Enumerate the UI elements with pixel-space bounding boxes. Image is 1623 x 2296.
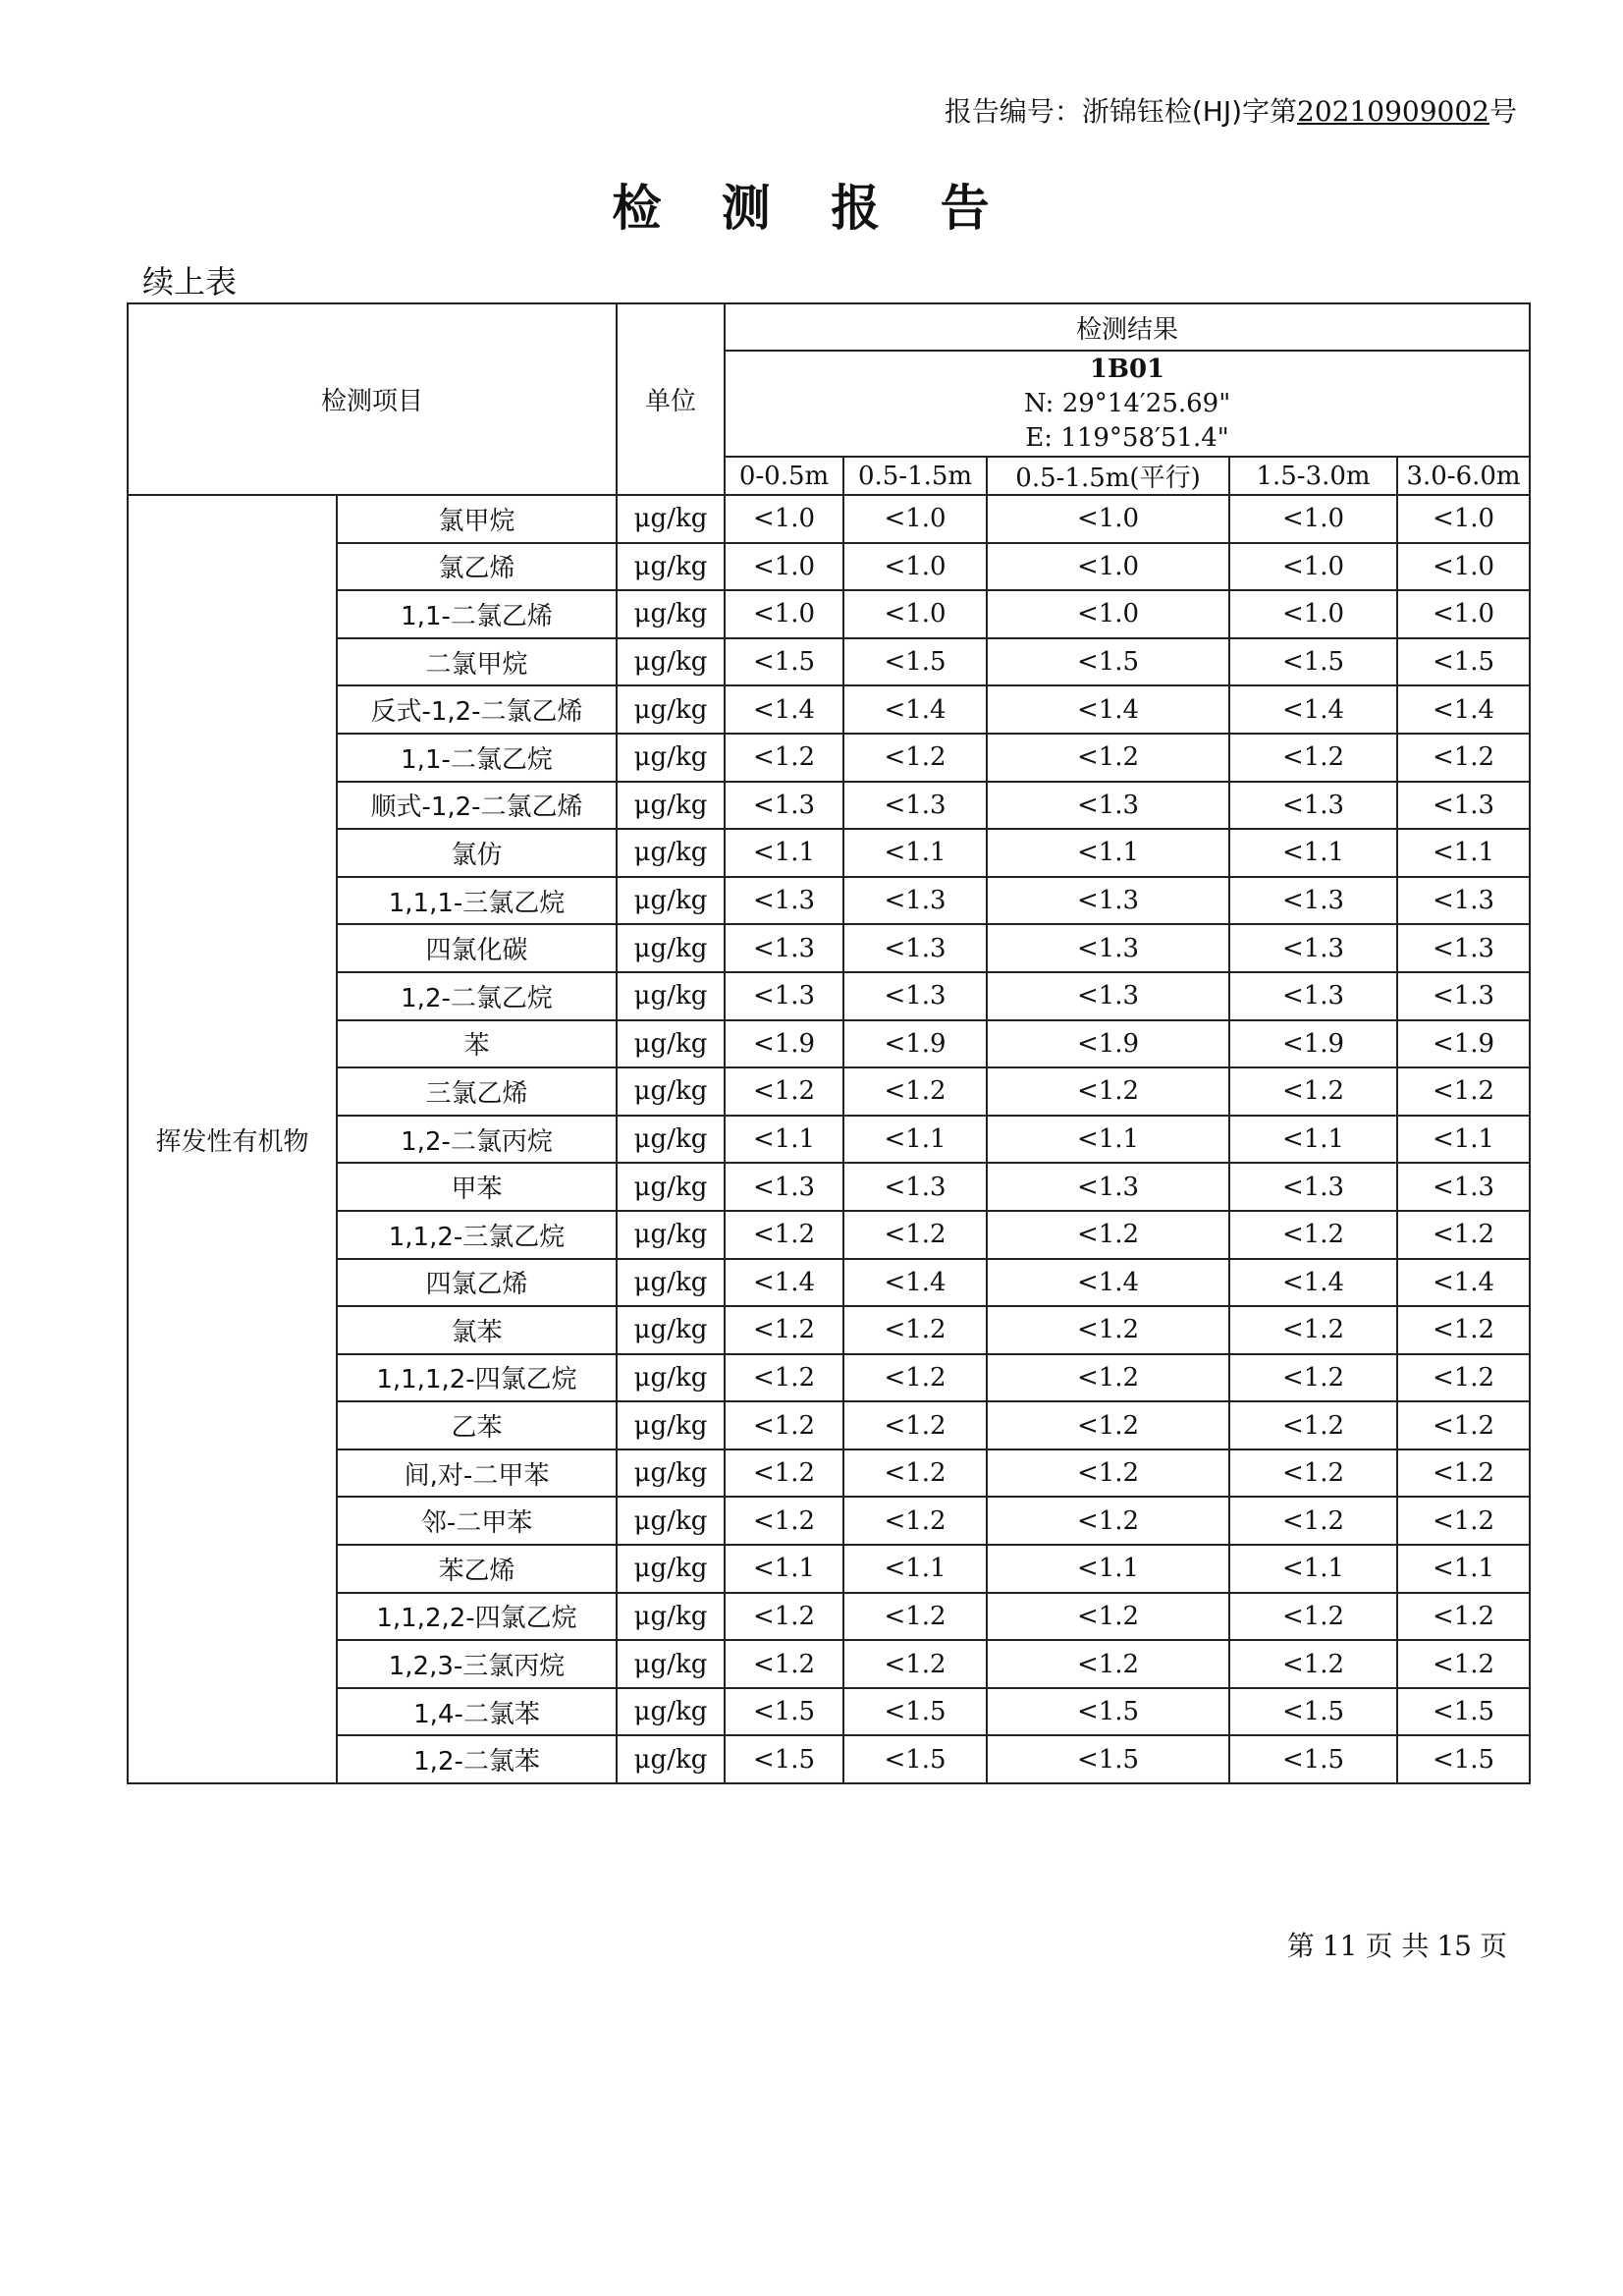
result-value: <1.2 [725,734,843,782]
result-value: <1.2 [1229,1497,1397,1545]
item-name: 四氯化碳 [337,924,617,972]
table-row [128,495,1530,543]
result-value: <1.3 [1397,1163,1530,1211]
continued-label: 续上表 [142,263,238,301]
result-value: <1.3 [725,1163,843,1211]
result-value: <1.1 [987,1116,1229,1164]
result-value: <1.2 [987,1306,1229,1354]
item-name: 1,1,2,2-四氯乙烷 [337,1593,617,1641]
item-name: 顺式-1,2-二氯乙烯 [337,782,617,830]
result-value: <1.0 [843,543,987,591]
result-value: <1.1 [843,829,987,877]
result-value: <1.2 [725,1354,843,1402]
result-value: <1.5 [1229,1688,1397,1736]
result-value: <1.3 [843,877,987,925]
item-unit: μg/kg [617,1401,725,1449]
result-value: <1.2 [987,1497,1229,1545]
report-number-value: 20210909002 [1297,95,1489,128]
item-unit: μg/kg [617,1497,725,1545]
item-unit: μg/kg [617,1116,725,1164]
page-total: 15 [1436,1930,1472,1962]
item-unit: μg/kg [617,685,725,734]
result-value: <1.3 [1229,782,1397,830]
table-row [128,782,1530,830]
item-name: 1,1,2-三氯乙烷 [337,1211,617,1259]
result-value: <1.5 [1397,1735,1530,1783]
result-value: <1.2 [1397,734,1530,782]
result-value: <1.0 [1229,495,1397,543]
result-value: <1.3 [1229,924,1397,972]
result-value: <1.9 [1229,1020,1397,1068]
result-value: <1.2 [843,1306,987,1354]
item-name: 氯乙烯 [337,543,617,591]
results-table [127,302,1531,1784]
table-row [128,829,1530,877]
result-value: <1.2 [725,1497,843,1545]
result-value: <1.4 [1229,685,1397,734]
table-row [128,590,1530,638]
page-suffix: 页 [1479,1930,1507,1962]
result-value: <1.2 [1397,1449,1530,1498]
item-unit: μg/kg [617,1259,725,1307]
result-value: <1.4 [1397,685,1530,734]
item-unit: μg/kg [617,1211,725,1259]
site-latitude: N: 29°14′25.69" [1023,388,1231,418]
table-row [128,1020,1530,1068]
result-value: <1.1 [725,1116,843,1164]
item-name: 苯乙烯 [337,1545,617,1593]
table-row [128,1116,1530,1164]
result-value: <1.5 [1229,1735,1397,1783]
result-value: <1.0 [1229,590,1397,638]
category-cell: 挥发性有机物 [128,495,337,1783]
result-value: <1.3 [1397,782,1530,830]
result-value: <1.2 [725,1401,843,1449]
item-unit: μg/kg [617,1354,725,1402]
result-value: <1.2 [843,1401,987,1449]
result-value: <1.1 [843,1545,987,1593]
table-row [128,1306,1530,1354]
result-value: <1.5 [725,1735,843,1783]
item-name: 1,2-二氯苯 [337,1735,617,1783]
item-name: 乙苯 [337,1401,617,1449]
site-longitude: E: 119°58′51.4" [1025,422,1229,453]
result-value: <1.2 [1397,1401,1530,1449]
header-site [725,351,1530,457]
result-value: <1.2 [1229,1449,1397,1498]
result-value: <1.2 [843,1354,987,1402]
page-number [1283,1925,1511,1964]
item-unit: μg/kg [617,972,725,1020]
result-value: <1.0 [725,495,843,543]
result-value: <1.3 [725,924,843,972]
result-value: <1.0 [1229,543,1397,591]
table-row [128,1640,1530,1688]
result-value: <1.3 [843,972,987,1020]
result-value: <1.3 [1397,924,1530,972]
result-value: <1.0 [843,590,987,638]
result-value: <1.5 [987,1688,1229,1736]
result-value: <1.1 [843,1116,987,1164]
result-value: <1.2 [987,1449,1229,1498]
result-value: <1.3 [987,782,1229,830]
result-value: <1.3 [1397,877,1530,925]
result-value: <1.2 [843,734,987,782]
result-value: <1.3 [843,1163,987,1211]
page-current: 11 [1322,1930,1358,1962]
result-value: <1.9 [987,1020,1229,1068]
item-name: 四氯乙烯 [337,1259,617,1307]
result-value: <1.0 [1397,495,1530,543]
result-value: <1.0 [1397,590,1530,638]
result-value: <1.9 [1397,1020,1530,1068]
page-prefix: 第 [1286,1930,1315,1962]
result-value: <1.2 [843,1497,987,1545]
table-row [128,1497,1530,1545]
result-value: <1.4 [725,1259,843,1307]
item-unit: μg/kg [617,495,725,543]
result-value: <1.1 [1397,1116,1530,1164]
result-value: <1.2 [1229,1067,1397,1116]
result-value: <1.2 [1229,734,1397,782]
result-value: <1.9 [843,1020,987,1068]
result-value: <1.2 [987,1211,1229,1259]
result-value: <1.3 [1229,1163,1397,1211]
result-value: <1.0 [987,543,1229,591]
result-value: <1.5 [1229,638,1397,686]
item-name: 间,对-二甲苯 [337,1449,617,1498]
result-value: <1.0 [725,543,843,591]
item-unit: μg/kg [617,782,725,830]
result-value: <1.4 [987,1259,1229,1307]
result-value: <1.3 [725,972,843,1020]
item-name: 苯 [337,1020,617,1068]
item-unit: μg/kg [617,1306,725,1354]
result-value: <1.2 [1229,1401,1397,1449]
item-name: 甲苯 [337,1163,617,1211]
site-code: 1B01 [1089,354,1165,384]
result-value: <1.2 [843,1067,987,1116]
result-value: <1.1 [987,1545,1229,1593]
item-name: 1,1,1,2-四氯乙烷 [337,1354,617,1402]
result-value: <1.2 [725,1306,843,1354]
result-value: <1.3 [843,782,987,830]
item-name: 1,1-二氯乙烷 [337,734,617,782]
result-value: <1.2 [1397,1640,1530,1688]
item-unit: μg/kg [617,1735,725,1783]
table-row [128,1449,1530,1498]
item-unit: μg/kg [617,734,725,782]
result-value: <1.2 [1397,1593,1530,1641]
result-value: <1.0 [1397,543,1530,591]
result-value: <1.4 [843,1259,987,1307]
result-value: <1.2 [843,1593,987,1641]
item-unit: μg/kg [617,1163,725,1211]
result-value: <1.5 [725,638,843,686]
table-row [128,1211,1530,1259]
table-body [128,495,1530,1783]
result-value: <1.9 [725,1020,843,1068]
table-row [128,1401,1530,1449]
result-value: <1.3 [725,877,843,925]
table-row [128,734,1530,782]
result-value: <1.4 [987,685,1229,734]
result-value: <1.2 [987,1067,1229,1116]
result-value: <1.4 [1229,1259,1397,1307]
item-unit: μg/kg [617,1593,725,1641]
result-value: <1.3 [843,924,987,972]
result-value: <1.4 [725,685,843,734]
table-row [128,638,1530,686]
item-unit: μg/kg [617,1020,725,1068]
result-value: <1.2 [987,734,1229,782]
result-value: <1.2 [1229,1354,1397,1402]
table-row [128,924,1530,972]
result-value: <1.3 [1397,972,1530,1020]
header-depth: 3.0-6.0m [1397,457,1530,495]
table-row [128,1354,1530,1402]
result-value: <1.2 [725,1449,843,1498]
item-unit: μg/kg [617,1688,725,1736]
item-name: 1,1-二氯乙烯 [337,590,617,638]
result-value: <1.4 [843,685,987,734]
table-row [128,1067,1530,1116]
result-value: <1.1 [725,1545,843,1593]
result-value: <1.3 [725,782,843,830]
result-value: <1.5 [843,1688,987,1736]
result-value: <1.5 [987,638,1229,686]
header-depth: 0-0.5m [725,457,843,495]
result-value: <1.5 [1397,1688,1530,1736]
table-row [128,1593,1530,1641]
result-value: <1.2 [725,1640,843,1688]
table-row [128,685,1530,734]
result-value: <1.1 [1397,1545,1530,1593]
header-item: 检测项目 [128,303,617,495]
table-row [128,543,1530,591]
result-value: <1.5 [843,1735,987,1783]
item-unit: μg/kg [617,877,725,925]
page-title: 检 测 报 告 [612,180,1011,237]
header-depth: 0.5-1.5m [843,457,987,495]
result-value: <1.5 [987,1735,1229,1783]
result-value: <1.5 [843,638,987,686]
result-value: <1.2 [843,1449,987,1498]
result-value: <1.2 [987,1593,1229,1641]
result-value: <1.3 [1229,972,1397,1020]
result-value: <1.2 [1397,1354,1530,1402]
result-value: <1.0 [725,590,843,638]
result-value: <1.2 [1229,1211,1397,1259]
result-value: <1.1 [725,829,843,877]
result-value: <1.3 [1229,877,1397,925]
report-number-prefix: 报告编号：浙锦钰检(HJ)字第 [944,95,1298,128]
item-unit: μg/kg [617,543,725,591]
result-value: <1.0 [843,495,987,543]
report-number-suffix: 号 [1488,95,1517,128]
result-value: <1.2 [1229,1593,1397,1641]
result-value: <1.3 [987,1163,1229,1211]
item-name: 1,2-二氯丙烷 [337,1116,617,1164]
item-name: 反式-1,2-二氯乙烯 [337,685,617,734]
result-value: <1.2 [1229,1640,1397,1688]
item-unit: μg/kg [617,829,725,877]
result-value: <1.2 [725,1211,843,1259]
item-name: 氯甲烷 [337,495,617,543]
header-depth: 1.5-3.0m [1229,457,1397,495]
table-row [128,1735,1530,1783]
result-value: <1.0 [987,495,1229,543]
result-value: <1.2 [987,1354,1229,1402]
header-depth: 0.5-1.5m(平行) [987,457,1229,495]
result-value: <1.3 [987,972,1229,1020]
result-value: <1.3 [987,877,1229,925]
table-row [128,1163,1530,1211]
result-value: <1.1 [1229,1545,1397,1593]
page-mid: 页 共 [1365,1930,1430,1962]
item-name: 三氯乙烯 [337,1067,617,1116]
result-value: <1.2 [987,1640,1229,1688]
result-value: <1.3 [987,924,1229,972]
result-value: <1.5 [725,1688,843,1736]
item-name: 氯苯 [337,1306,617,1354]
table-row [128,877,1530,925]
header-results: 检测结果 [725,303,1530,351]
item-unit: μg/kg [617,590,725,638]
item-unit: μg/kg [617,1067,725,1116]
result-value: <1.2 [843,1211,987,1259]
item-name: 1,1,1-三氯乙烷 [337,877,617,925]
result-value: <1.2 [1397,1306,1530,1354]
result-value: <1.5 [1397,638,1530,686]
result-value: <1.4 [1397,1259,1530,1307]
item-unit: μg/kg [617,1640,725,1688]
item-name: 氯仿 [337,829,617,877]
result-value: <1.2 [1229,1306,1397,1354]
result-value: <1.2 [1397,1497,1530,1545]
item-name: 邻-二甲苯 [337,1497,617,1545]
result-value: <1.1 [1397,829,1530,877]
report-number [945,90,1517,130]
item-name: 1,2,3-三氯丙烷 [337,1640,617,1688]
table-row [128,1688,1530,1736]
item-name: 1,2-二氯乙烷 [337,972,617,1020]
result-value: <1.2 [725,1067,843,1116]
result-value: <1.1 [1229,1116,1397,1164]
item-unit: μg/kg [617,1545,725,1593]
result-value: <1.1 [987,829,1229,877]
item-unit: μg/kg [617,924,725,972]
item-name: 二氯甲烷 [337,638,617,686]
table-row [128,1259,1530,1307]
table-row [128,972,1530,1020]
result-value: <1.2 [1397,1211,1530,1259]
header-unit: 单位 [617,303,725,495]
result-value: <1.0 [987,590,1229,638]
item-name: 1,4-二氯苯 [337,1688,617,1736]
result-value: <1.1 [1229,829,1397,877]
table-row [128,1545,1530,1593]
item-unit: μg/kg [617,638,725,686]
result-value: <1.2 [987,1401,1229,1449]
item-unit: μg/kg [617,1449,725,1498]
result-value: <1.2 [843,1640,987,1688]
result-value: <1.2 [1397,1067,1530,1116]
result-value: <1.2 [725,1593,843,1641]
